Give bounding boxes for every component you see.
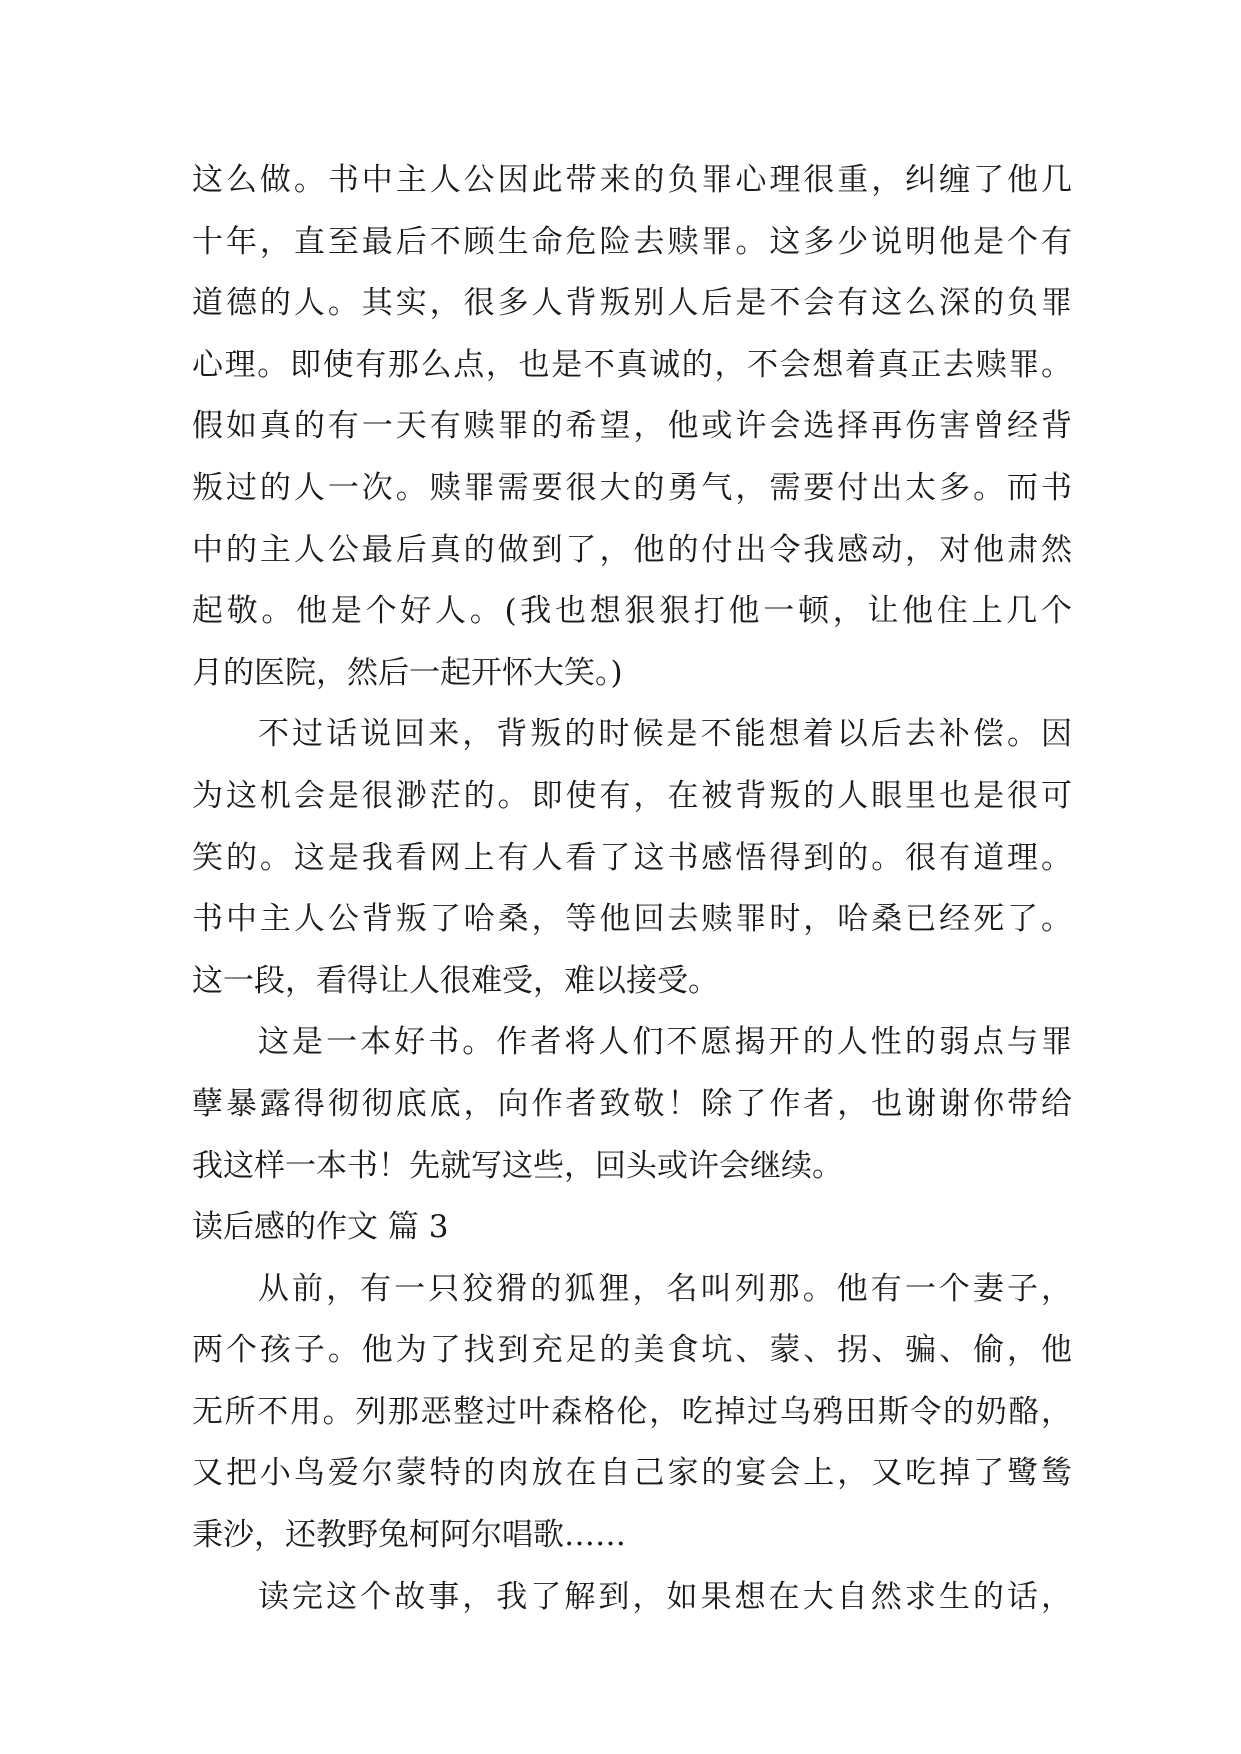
text-line: 这是一本好书。作者将人们不愿揭开的人性的弱点与罪 (258, 1024, 1072, 1061)
text-line: 月的医院，然后一起开怀大笑。) (192, 654, 623, 691)
text-line: 无所不用。列那恶整过叶森格伦，吃掉过乌鸦田斯令的奶酪， (192, 1393, 1072, 1430)
text-line: 又把小鸟爱尔蒙特的肉放在自己家的宴会上，又吃掉了鹭鸶 (192, 1455, 1072, 1492)
text-line: 为这机会是很渺茫的。即使有，在被背叛的人眼里也是很可 (192, 777, 1072, 814)
text-line: 不过话说回来，背叛的时候是不能想着以后去补偿。因 (258, 716, 1072, 753)
text-line: 中的主人公最后真的做到了，他的付出令我感动，对他肃然 (192, 531, 1072, 568)
text-line: 心理。即使有那么点，也是不真诚的，不会想着真正去赎罪。 (192, 346, 1072, 383)
paragraph (192, 158, 1072, 695)
text-line: 书中主人公背叛了哈桑，等他回去赎罪时，哈桑已经死了。 (192, 901, 1072, 938)
paragraph (192, 1267, 1072, 1557)
text-line: 叛过的人一次。赎罪需要很大的勇气，需要付出太多。而书 (192, 469, 1072, 506)
text-line: 笑的。这是我看网上有人看了这书感悟得到的。很有道理。 (192, 839, 1072, 876)
text-line: 从前，有一只狡猾的狐狸，名叫列那。他有一个妻子， (258, 1270, 1072, 1307)
text-line: 假如真的有一天有赎罪的希望，他或许会选择再伤害曾经背 (192, 408, 1072, 445)
text-line: 孽暴露得彻彻底底，向作者致敬！除了作者，也谢谢你带给 (192, 1085, 1072, 1122)
text-line: 这一段，看得让人很难受，难以接受。 (192, 962, 719, 999)
text-line: 这么做。书中主人公因此带来的负罪心理很重，纠缠了他几 (192, 162, 1072, 198)
text-line: 道德的人。其实，很多人背叛别人后是不会有这么深的负罪 (192, 285, 1072, 322)
text-line: 秉沙，还教野兔柯阿尔唱歌…… (192, 1517, 626, 1554)
text-line: 起敬。他是个好人。(我也想狠狠打他一顿，让他住上几个 (192, 593, 1072, 630)
section-heading: 读后感的作文 篇 3 (192, 1209, 449, 1246)
text-line: 我这样一本书！先就写这些，回头或许会继续。 (192, 1147, 843, 1184)
text-line: 两个孩子。他为了找到充足的美食坑、蒙、拐、骗、偷，他 (192, 1332, 1072, 1369)
paragraph (192, 1020, 1072, 1187)
text-line: 十年，直至最后不顾生命危险去赎罪。这多少说明他是个有 (192, 223, 1072, 260)
paragraph (192, 1575, 1072, 1619)
document-page (192, 158, 1072, 1636)
paragraph (192, 712, 1072, 1002)
text-line: 读完这个故事，我了解到，如果想在大自然求生的话， (258, 1578, 1072, 1615)
